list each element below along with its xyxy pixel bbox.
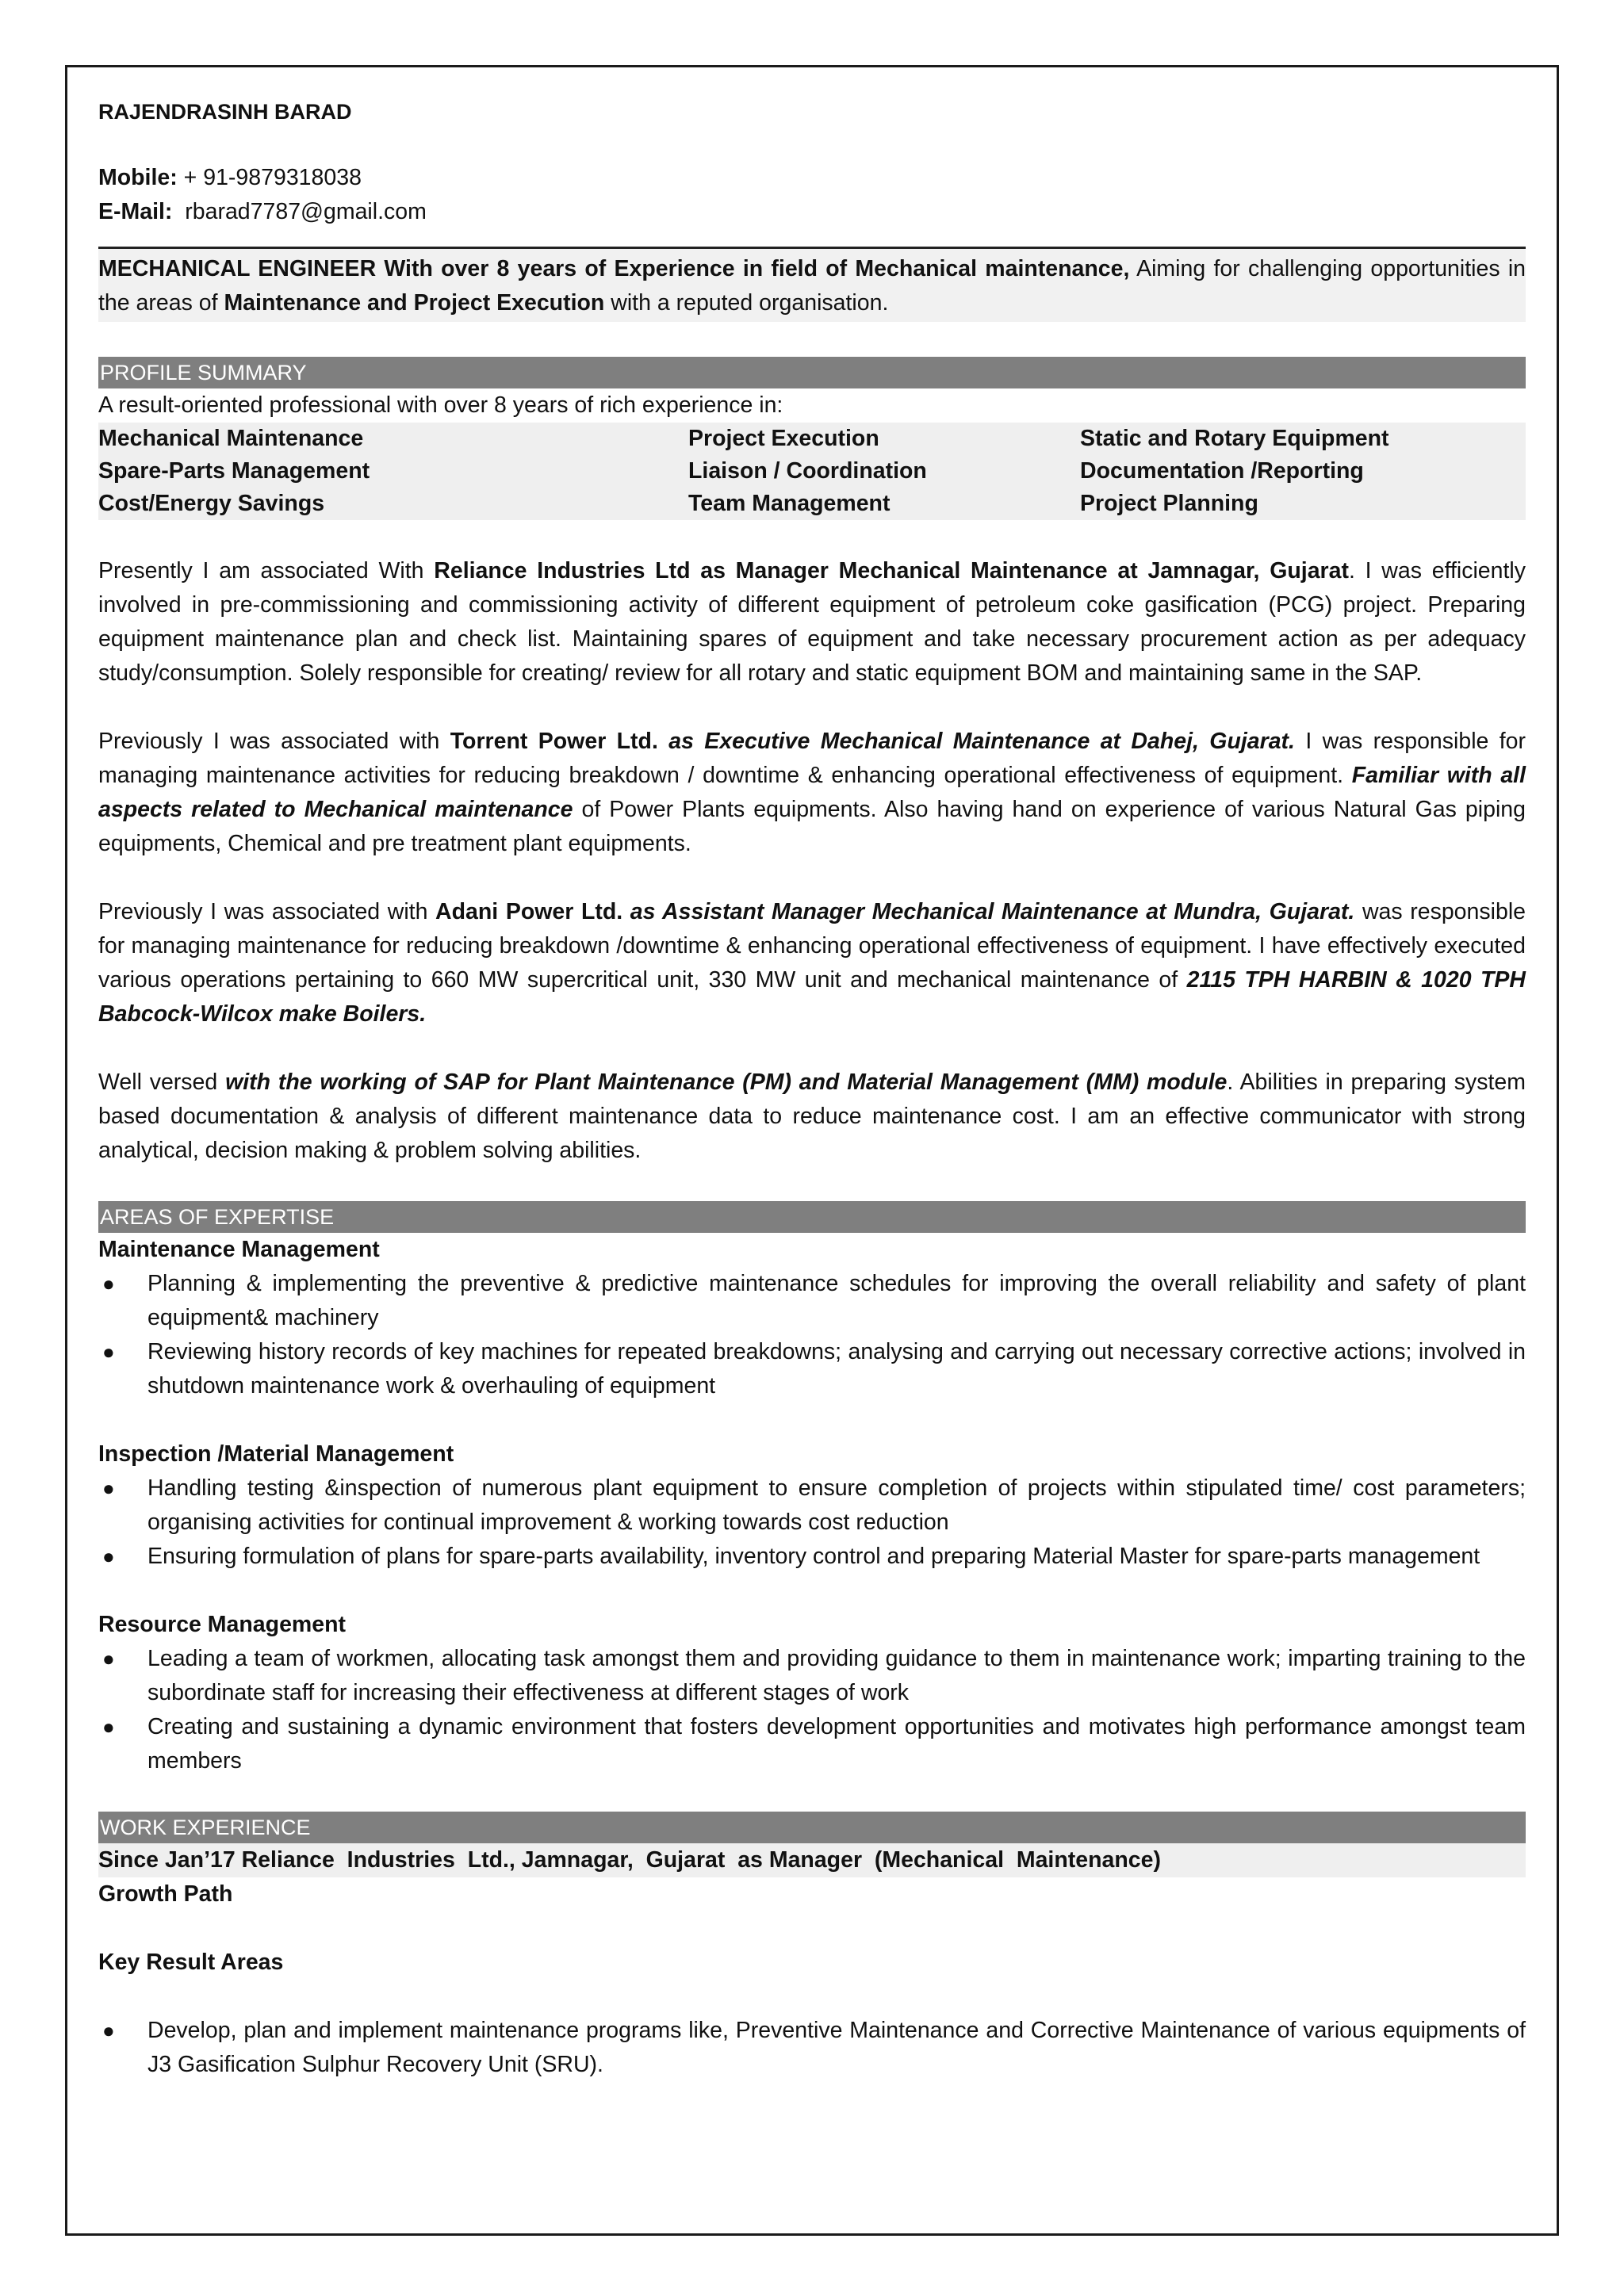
p2-bold-italic: as Executive Mechanical Maintenance at Dahej, Gujarat.	[657, 729, 1295, 754]
list-item-text: Ensuring formulation of plans for spare-parts availability, inventory control and preparing Material Master for spare-parts management	[147, 1544, 1480, 1569]
p2-mid: I was responsible for managing maintenance activities for reducing breakdown / downtime & enhancing operational effectiveness of equipment.	[98, 729, 1526, 788]
list-item-text: Planning & implementing the preventive & predictive maintenance schedules for improving the overall reliability and safety of plant equipment& machinery	[147, 1271, 1526, 1330]
bullet-icon: ●	[102, 1476, 115, 1500]
p2-rest: of Power Plants equipments. Also having hand on experience of various Natural Gas piping equipments, Chemical and pre treatment plant equipments.	[98, 797, 1526, 856]
list-item	[98, 1540, 1526, 1574]
profile-summary-heading: PROFILE SUMMARY	[98, 357, 1526, 388]
p1-bold: Reliance Industries Ltd as Manager Mechanical Maintenance at Jamnagar, Gujarat	[434, 558, 1349, 584]
email-value[interactable]: rbarad7787@gmail.com	[172, 199, 427, 224]
profile-lead: A result-oriented professional with over 8 years of rich experience in:	[98, 392, 783, 418]
list-item	[98, 1471, 1526, 1540]
p1-rest: . I was efficiently involved in pre-commissioning and commissioning activity of different equipment of petroleum coke gasification (PCG) project. Preparing equipment maintenance plan and check list. Maintaining spares of equipment and take necessary procurement action as per adequacy study/consumption. Solely responsible for creating/ review for all rotary and static equipment BOM and maintaining same in the SAP.	[98, 558, 1526, 686]
objective-text-end: with a reputed organisation.	[604, 290, 889, 316]
candidate-name: RAJENDRASINH BARAD	[98, 100, 352, 124]
skill-item: Team Management	[688, 491, 891, 516]
skill-item: Liaison / Coordination	[688, 458, 927, 484]
bullet-icon: ●	[102, 1340, 115, 1364]
expertise-group-resource	[98, 1608, 1526, 1778]
skill-item: Project Planning	[1080, 491, 1258, 516]
job-title-line: Since Jan’17 Reliance Industries Ltd., Jamnagar, Gujarat as Manager (Mechanical Maintenance)	[98, 1843, 1526, 1877]
p2-bold: Torrent Power Ltd.	[450, 729, 658, 754]
skills-grid	[98, 423, 1526, 520]
mobile-label: Mobile:	[98, 165, 178, 190]
bullet-icon: ●	[102, 1647, 115, 1670]
email-line	[98, 195, 1526, 229]
expertise-group-maintenance	[98, 1233, 1526, 1403]
p3-bold-italic-2: 2115 TPH HARBIN & 1020 TPH Babcock-Wilcox make Boilers.	[98, 967, 1526, 1027]
mobile-value: + 91-9879318038	[177, 165, 362, 190]
contact-block	[98, 161, 1526, 229]
p4-rest: . Abilities in preparing system based documentation & analysis of different maintenance data to reduce maintenance cost. I am an effective communicator with strong analytical, decision making & problem solving abilities.	[98, 1070, 1526, 1163]
list-item-text: Develop, plan and implement maintenance programs like, Preventive Maintenance and Corrective Maintenance of various equipments of J3 Gasification Sulphur Recovery Unit (SRU).	[147, 2018, 1526, 2077]
skill-item: Cost/Energy Savings	[98, 491, 325, 516]
list-item-text: Handling testing &inspection of numerous plant equipment to ensure completion of projects within stipulated time/ cost parameters; organising activities for continual improvement & working towards cost reduction	[147, 1475, 1526, 1535]
objective-statement	[98, 247, 1526, 322]
work-experience-heading: WORK EXPERIENCE	[98, 1812, 1526, 1843]
bullet-icon: ●	[102, 1272, 115, 1295]
summary-sap	[98, 1066, 1526, 1168]
p1-text: Presently I am associated With	[98, 558, 435, 584]
list-item	[98, 1710, 1526, 1778]
expertise-heading: AREAS OF EXPERTISE	[98, 1201, 1526, 1233]
list-item-text: Creating and sustaining a dynamic environment that fosters development opportunities and motivates high performance amongst team members	[147, 1714, 1526, 1774]
p2-bold-italic-2: Familiar with all aspects related to Mechanical maintenance	[98, 763, 1526, 822]
p4-text: Well versed	[98, 1070, 226, 1095]
kra-heading: Key Result Areas	[98, 1950, 284, 1975]
objective-bold: MECHANICAL ENGINEER With over 8 years of Experience in field of Mechanical maintenance,	[98, 256, 1130, 281]
skill-item: Mechanical Maintenance	[98, 426, 364, 451]
mobile-line	[98, 161, 1526, 195]
p3-bold: Adani Power Ltd.	[435, 899, 623, 924]
group-title: Inspection /Material Management	[98, 1441, 454, 1467]
list-item	[98, 1335, 1526, 1403]
bullet-icon: ●	[102, 1544, 115, 1568]
summary-torrent	[98, 725, 1526, 861]
list-item-text: Leading a team of workmen, allocating task amongst them and providing guidance to them in maintenance work; imparting training to the subordinate staff for increasing their effectiveness at different stages of work	[147, 1646, 1526, 1705]
p4-bold-italic: with the working of SAP for Plant Maintenance (PM) and Material Management (MM) module	[225, 1070, 1228, 1095]
p3-text: Previously I was associated with	[98, 899, 436, 924]
p3-mid: was responsible for managing maintenance for reducing breakdown /downtime & enhancing operational effectiveness of equipment. I have effectively executed various operations pertaining to 660 MW supercritical unit, 330 MW unit and mechanical maintenance of	[98, 899, 1526, 993]
skill-item: Project Execution	[688, 426, 879, 451]
objective-bold-areas: Maintenance and Project Execution	[224, 290, 605, 316]
skill-item: Documentation /Reporting	[1080, 458, 1364, 484]
email-label: E-Mail:	[98, 199, 173, 224]
summary-reliance	[98, 554, 1526, 691]
skill-item: Static and Rotary Equipment	[1080, 426, 1389, 451]
list-item	[98, 2014, 1526, 2082]
resume-document	[98, 95, 1526, 2082]
objective-text: Aiming for challenging opportunities in the areas of	[98, 256, 1526, 316]
p3-bold-italic: as Assistant Manager Mechanical Maintenance at Mundra, Gujarat.	[622, 899, 1355, 924]
list-item-text: Reviewing history records of key machines for repeated breakdowns; analysing and carrying out necessary corrective actions; involved in shutdown maintenance work & overhauling of equipment	[147, 1339, 1526, 1399]
bullet-icon: ●	[102, 1715, 115, 1739]
growth-path-heading: Growth Path	[98, 1881, 233, 1907]
summary-adani	[98, 895, 1526, 1031]
bullet-icon: ●	[102, 2019, 115, 2042]
list-item	[98, 1267, 1526, 1335]
expertise-group-inspection	[98, 1437, 1526, 1574]
p2-text: Previously I was associated with	[98, 729, 450, 754]
list-item	[98, 1642, 1526, 1710]
skill-item: Spare-Parts Management	[98, 458, 370, 484]
group-title: Resource Management	[98, 1612, 347, 1637]
group-title: Maintenance Management	[98, 1237, 380, 1262]
